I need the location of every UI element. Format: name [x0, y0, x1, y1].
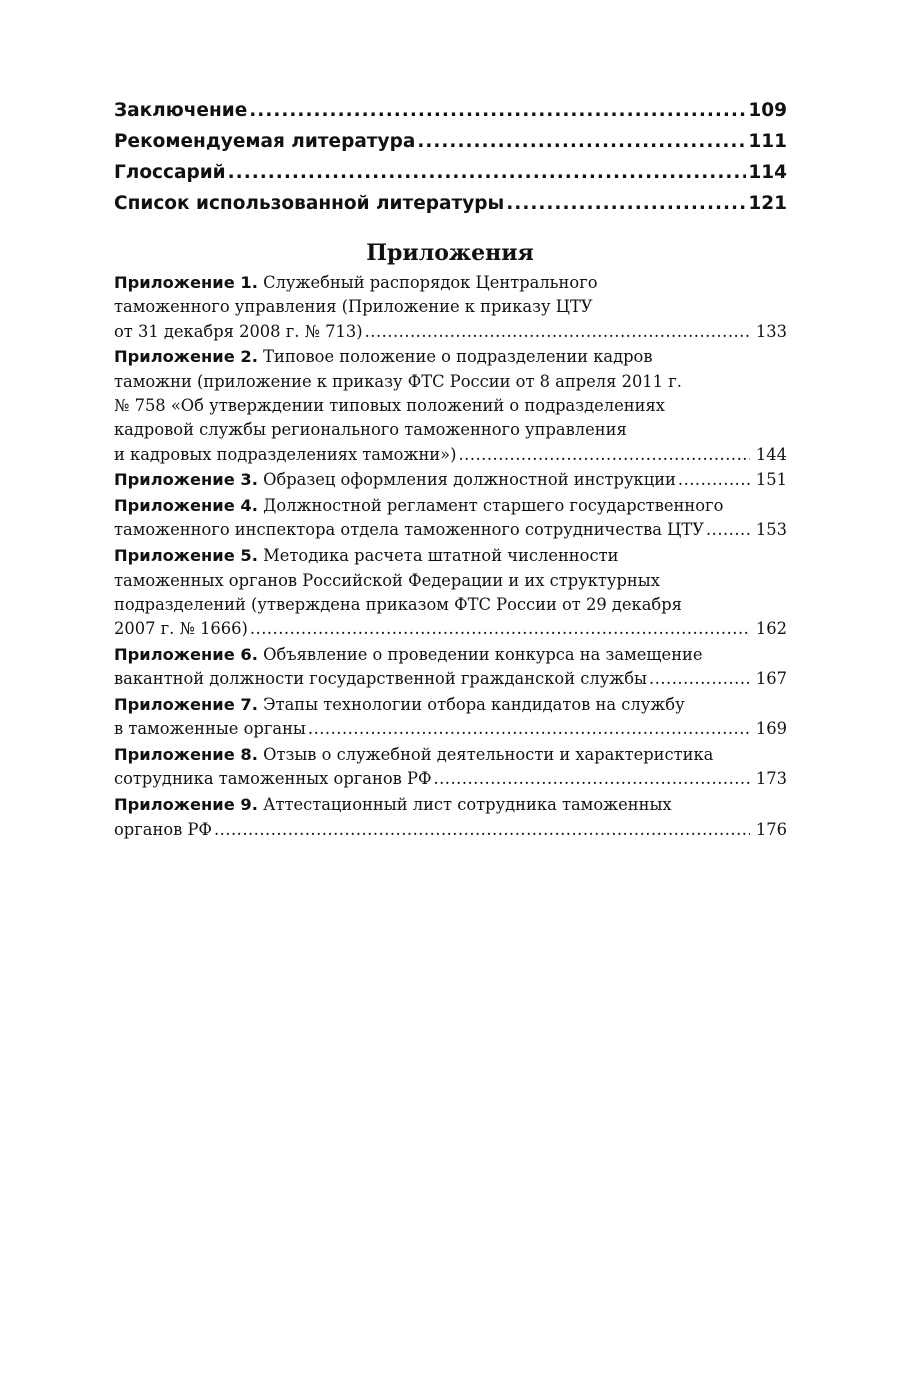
appendix-title-text: и кадровых подразделениях таможни») [114, 444, 457, 464]
appendix-label: Приложение 5. [114, 546, 258, 566]
appendix-entry[interactable] [114, 693, 787, 742]
appendix-first-line [114, 544, 787, 568]
appendix-title-end [114, 667, 647, 691]
appendix-label: Приложение 2. [114, 347, 258, 367]
appendix-entry[interactable] [114, 643, 787, 692]
appendix-page: 151 [755, 470, 787, 490]
appendix-title-start: Методика расчета штатной численности [257, 546, 619, 566]
dot-leader [458, 443, 749, 467]
appendix-title-end [114, 443, 456, 467]
appendix-title-line: таможни (приложение к приказу ФТС России от 8 апреля 2011 г. [114, 371, 682, 391]
appendix-title-end [114, 767, 431, 791]
appendix-first-line [114, 494, 787, 518]
appendix-entry[interactable] [114, 271, 787, 344]
appendix-title-start: Типовое положение о подразделении кадров [257, 347, 653, 367]
appendix-label: Приложение 1. [114, 273, 258, 292]
appendix-page: 133 [755, 321, 787, 341]
appendices-heading: Приложения [366, 240, 534, 266]
appendix-entry[interactable] [114, 793, 787, 842]
appendix-title-start: Служебный распорядок Центрального [257, 273, 598, 292]
appendix-first-line [114, 345, 787, 369]
appendix-last-line [114, 320, 787, 344]
appendix-title-line: подразделений (утверждена приказом ФТС России от 29 декабря [114, 594, 682, 614]
toc-entry[interactable] [114, 100, 787, 131]
toc-entry-title: Глоссарий [114, 162, 226, 183]
appendix-title-line: таможенного управления (Приложение к приказу ЦТУ [114, 297, 593, 317]
appendix-title-start: Отзыв о служебной деятельности и характеристика [257, 745, 714, 765]
appendix-title-end [114, 818, 212, 842]
toc-main-list [114, 100, 787, 224]
appendix-title-start: Этапы технологии отбора кандидатов на службу [257, 695, 685, 715]
appendix-last-line [114, 518, 787, 542]
appendix-title-end [114, 518, 704, 542]
appendix-first-line [114, 643, 787, 667]
toc-entry-title: Список использованной литературы [114, 193, 505, 214]
appendix-page: 167 [755, 669, 787, 689]
appendix-last-line [114, 767, 787, 791]
appendix-title-text: таможенного инспектора отдела таможенного сотрудничества ЦТУ [114, 520, 704, 540]
appendix-title-text: в таможенные органы [114, 719, 306, 739]
appendix-page: 153 [755, 520, 787, 540]
appendix-last-line [114, 818, 787, 842]
dot-leader [678, 468, 750, 492]
toc-entry-page: 114 [748, 162, 787, 183]
appendix-first-line [114, 693, 787, 717]
dot-leader [214, 818, 750, 842]
appendix-entry[interactable] [114, 494, 787, 543]
dot-leader [308, 717, 750, 741]
appendix-entry[interactable] [114, 544, 787, 641]
appendix-first-line [114, 271, 787, 295]
appendix-last-line [114, 667, 787, 691]
toc-entry[interactable] [114, 131, 787, 162]
appendix-title-text: органов РФ [114, 819, 212, 839]
dot-leader [433, 767, 749, 791]
toc-entry-title: Заключение [114, 100, 248, 121]
toc-entry[interactable] [114, 193, 787, 224]
appendix-title-text: сотрудника таможенных органов РФ [114, 769, 432, 789]
appendix-title-line: кадровой службы регионального таможенного управления [114, 420, 627, 440]
appendix-entry[interactable] [114, 468, 787, 492]
dot-leader [249, 100, 746, 121]
appendix-title-end [114, 320, 363, 344]
appendix-title-line: таможенных органов Российской Федерации и их структурных [114, 570, 660, 590]
appendix-title-end [114, 468, 676, 492]
appendix-label: Приложение 9. [114, 795, 258, 815]
appendix-entry[interactable] [114, 345, 787, 466]
dot-leader [649, 667, 750, 691]
dot-leader [250, 617, 750, 641]
appendix-title-line: № 758 «Об утверждении типовых положений о подразделениях [114, 395, 665, 415]
appendices-list [114, 271, 787, 843]
appendix-entry[interactable] [114, 743, 787, 792]
appendix-last-line [114, 468, 787, 492]
dot-leader [228, 162, 747, 183]
dot-leader [506, 193, 746, 214]
appendix-first-line [114, 743, 787, 767]
toc-entry-page: 121 [748, 193, 787, 214]
appendix-label: Приложение 8. [114, 745, 258, 765]
appendix-label: Приложение 7. [114, 695, 258, 715]
appendix-first-line [114, 793, 787, 817]
appendix-title-end [114, 617, 248, 641]
appendix-title-start: Объявление о проведении конкурса на замещение [257, 644, 703, 664]
toc-entry-title: Рекомендуемая литература [114, 131, 416, 152]
appendix-last-line [114, 617, 787, 641]
toc-entry[interactable] [114, 162, 787, 193]
appendix-label: Приложение 6. [114, 644, 258, 664]
appendix-last-line [114, 443, 787, 467]
appendix-title-text: Образец оформления должностной инструкции [257, 470, 676, 490]
appendix-title-end [114, 717, 306, 741]
appendix-title-text: вакантной должности государственной гражданской службы [114, 669, 648, 689]
appendix-title-start: Должностной регламент старшего государственного [257, 496, 724, 516]
appendix-page: 162 [755, 619, 787, 639]
toc-entry-page: 109 [748, 100, 787, 121]
appendix-label: Приложение 4. [114, 496, 258, 516]
appendix-title-text: 2007 г. № 1666) [114, 619, 248, 639]
dot-leader [417, 131, 746, 152]
appendix-page: 173 [755, 769, 787, 789]
appendix-label: Приложение 3. [114, 470, 258, 490]
appendix-page: 169 [755, 719, 787, 739]
toc-entry-page: 111 [748, 131, 787, 152]
appendix-title-text: от 31 декабря 2008 г. № 713) [114, 321, 363, 341]
appendix-last-line [114, 717, 787, 741]
dot-leader [706, 518, 750, 542]
appendix-page: 176 [755, 819, 787, 839]
appendix-page: 144 [755, 444, 787, 464]
dot-leader [365, 320, 750, 344]
appendix-title-start: Аттестационный лист сотрудника таможенных [257, 795, 672, 815]
